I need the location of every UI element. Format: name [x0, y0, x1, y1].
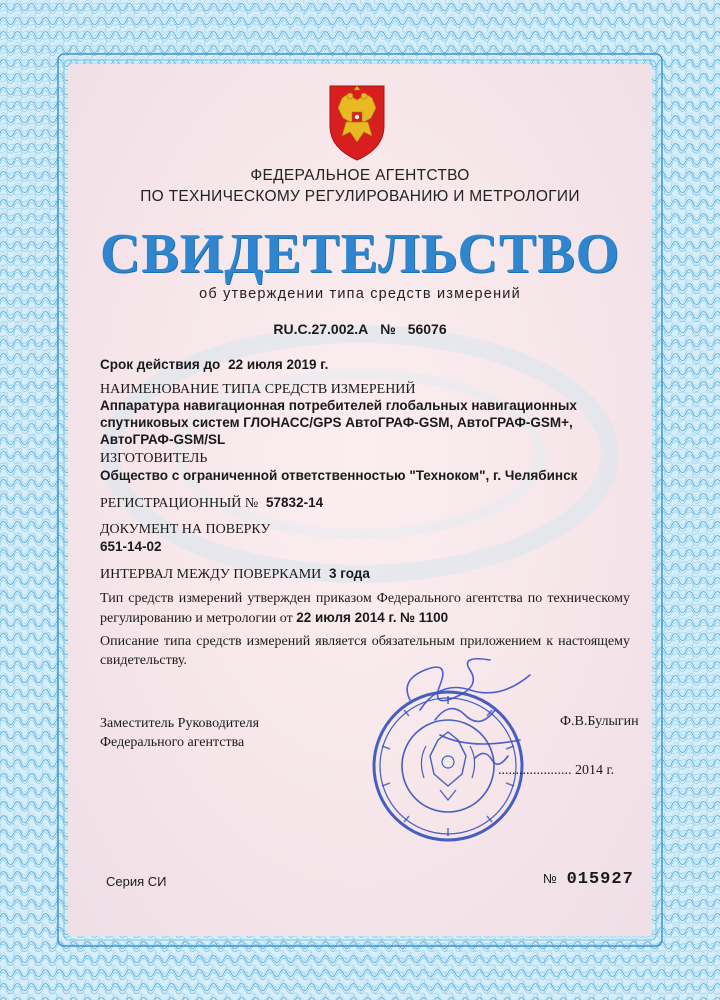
- registration-label: РЕГИСТРАЦИОННЫЙ №: [100, 496, 259, 511]
- validity-date: 22 июля 2019 г.: [228, 357, 329, 372]
- signatory-position: [100, 714, 259, 752]
- manufacturer-value: Общество с ограниченной ответственностью "Техноком", г. Челябинск: [100, 468, 578, 483]
- approval-paragraph: [100, 589, 630, 628]
- approval-order: № 1100: [400, 610, 449, 625]
- document-subtitle: об утверждении типа средств измерений: [199, 286, 521, 302]
- certificate-number: [100, 321, 620, 337]
- position-line1: Заместитель Руководителя: [100, 716, 260, 731]
- registration-row: [100, 494, 630, 512]
- serial-number: [543, 870, 634, 889]
- serial-number-value: 015927: [566, 870, 634, 889]
- document-title: СВИДЕТЕЛЬСТВО: [99, 223, 621, 285]
- instrument-type-value: Аппаратура навигационная потребителей глобальных навигационных спутниковых систем ГЛОНАСС/GPS АвтоГРАФ-GSM, АвтоГРАФ-GSM+, АвтоГРАФ-GSM/SL: [100, 398, 577, 447]
- description-note: Описание типа средств измерений является обязательным приложением к настоящему свидетельству.: [100, 634, 630, 668]
- interval-row: [100, 565, 630, 583]
- certificate-number-value: 56076: [407, 321, 447, 337]
- manufacturer-label: ИЗГОТОВИТЕЛЬ: [100, 451, 208, 466]
- certificate-code: RU.C.27.002.A: [273, 321, 369, 337]
- validity-row: [100, 356, 630, 373]
- verification-doc-label: ДОКУМЕНТ НА ПОВЕРКУ: [100, 522, 271, 537]
- approval-text: Тип средств измерений утвержден приказом Федерального агентства по техническому регулированию и метрологии от: [100, 591, 630, 626]
- verification-doc-value: 651-14-02: [100, 539, 162, 554]
- number-sign: №: [380, 321, 396, 337]
- coat-of-arms-icon: [312, 82, 402, 162]
- position-line2: Федерального агентства: [100, 735, 245, 750]
- validity-label: Срок действия до: [100, 357, 221, 372]
- signatory-name: Ф.В.Булыгин: [560, 714, 639, 729]
- serial-no-sign: №: [543, 871, 557, 886]
- interval-label: ИНТЕРВАЛ МЕЖДУ ПОВЕРКАМИ: [100, 567, 322, 582]
- interval-value: 3 года: [329, 566, 370, 581]
- series-label: Серия СИ: [106, 874, 167, 889]
- instrument-type-label: НАИМЕНОВАНИЕ ТИПА СРЕДСТВ ИЗМЕРЕНИЙ: [100, 382, 416, 397]
- registration-value: 57832-14: [266, 495, 324, 510]
- agency-name-line2: ПО ТЕХНИЧЕСКОМУ РЕГУЛИРОВАНИЮ И МЕТРОЛОГИИ: [140, 188, 580, 205]
- signature-date-line: ..................... 2014 г.: [498, 763, 615, 778]
- agency-name-line1: ФЕДЕРАЛЬНОЕ АГЕНТСТВО: [250, 167, 470, 184]
- approval-date: 22 июля 2014 г.: [296, 610, 397, 625]
